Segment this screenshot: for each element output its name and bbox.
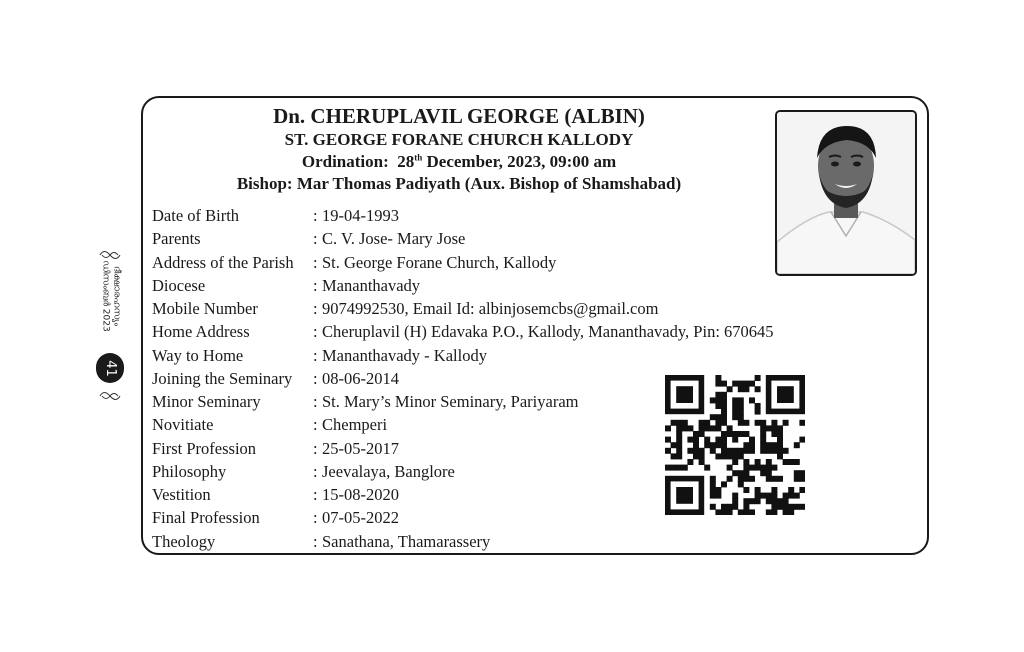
detail-label: Joining the Seminary bbox=[152, 368, 293, 388]
detail-separator: : bbox=[313, 322, 318, 342]
bishop-value: Mar Thomas Padiyath (Aux. Bishop of Shamshabad) bbox=[296, 174, 682, 193]
ordination-card bbox=[141, 96, 929, 555]
detail-separator: : bbox=[313, 229, 318, 249]
detail-label: Theology bbox=[152, 531, 216, 551]
detail-separator: : bbox=[313, 508, 318, 528]
detail-value: 25-05-2017 bbox=[322, 438, 399, 458]
detail-row bbox=[152, 227, 774, 250]
detail-value: 19-04-1993 bbox=[322, 206, 399, 226]
detail-separator: : bbox=[313, 531, 318, 551]
detail-separator: : bbox=[313, 461, 318, 481]
detail-value: Chemperi bbox=[322, 415, 388, 435]
bottom-ornament-icon bbox=[98, 387, 122, 405]
detail-separator: : bbox=[313, 252, 318, 272]
detail-label: Mobile Number bbox=[152, 299, 258, 319]
ordination-day-suffix: th bbox=[414, 152, 423, 163]
bishop-line bbox=[143, 175, 775, 192]
detail-row bbox=[152, 204, 774, 227]
ordination-datetime: December, 2023, 09:00 am bbox=[426, 152, 617, 171]
detail-separator: : bbox=[313, 275, 318, 295]
detail-separator: : bbox=[313, 299, 318, 319]
detail-row bbox=[152, 274, 774, 297]
page-number-badge bbox=[96, 353, 124, 383]
detail-label: First Profession bbox=[152, 438, 257, 458]
portrait-photo bbox=[775, 110, 917, 276]
magazine-name: ദീക്ഷാരഹസ്യം bbox=[111, 266, 122, 326]
page-number: 41 bbox=[102, 359, 118, 377]
detail-value: St. Mary’s Minor Seminary, Pariyaram bbox=[322, 392, 579, 412]
detail-row bbox=[152, 530, 774, 553]
detail-label: Minor Seminary bbox=[152, 392, 261, 412]
deacon-name: Dn. CHERUPLAVIL GEORGE (ALBIN) bbox=[273, 104, 645, 128]
detail-separator: : bbox=[313, 206, 318, 226]
detail-label: Vestition bbox=[152, 485, 211, 505]
detail-separator: : bbox=[313, 368, 318, 388]
detail-row bbox=[152, 251, 774, 274]
magazine-title bbox=[99, 260, 122, 331]
church-name: ST. GEORGE FORANE CHURCH KALLODY bbox=[284, 130, 634, 149]
detail-value: Mananthavady bbox=[322, 275, 421, 295]
ordination-line bbox=[143, 153, 775, 170]
ordination-label: Ordination: bbox=[301, 152, 389, 171]
detail-label: Final Profession bbox=[152, 508, 260, 528]
ordination-day: 28 bbox=[397, 152, 415, 171]
portrait-image bbox=[777, 112, 915, 274]
magazine-issue: ഡിസംബർ 2023 bbox=[100, 260, 110, 332]
detail-value: Jeevalaya, Banglore bbox=[322, 461, 455, 481]
detail-label: Home Address bbox=[152, 322, 250, 342]
detail-value: 9074992530, Email Id: albinjosemcbs@gmail.com bbox=[322, 299, 659, 319]
detail-label: Diocese bbox=[152, 275, 206, 295]
bishop-label: Bishop: bbox=[236, 174, 293, 193]
detail-separator: : bbox=[313, 485, 318, 505]
detail-row bbox=[152, 297, 774, 320]
detail-separator: : bbox=[313, 345, 318, 365]
detail-label: Address of the Parish bbox=[152, 252, 294, 272]
detail-value: 07-05-2022 bbox=[322, 508, 399, 528]
detail-value: 08-06-2014 bbox=[322, 368, 399, 388]
detail-label: Parents bbox=[152, 229, 201, 249]
detail-separator: : bbox=[313, 438, 318, 458]
side-margin bbox=[90, 246, 130, 411]
detail-row bbox=[152, 320, 774, 343]
detail-row bbox=[152, 344, 774, 367]
detail-value: C. V. Jose- Mary Jose bbox=[322, 229, 466, 249]
detail-value: Sanathana, Thamarassery bbox=[322, 531, 491, 551]
detail-separator: : bbox=[313, 392, 318, 412]
detail-label: Way to Home bbox=[152, 345, 244, 365]
detail-value: Cheruplavil (H) Edavaka P.O., Kallody, Mananthavady, Pin: 670645 bbox=[322, 322, 774, 342]
qr-code-graphic bbox=[665, 375, 805, 515]
detail-value: Mananthavady - Kallody bbox=[322, 345, 487, 365]
card-header bbox=[143, 106, 775, 192]
detail-label: Philosophy bbox=[152, 461, 227, 481]
detail-label: Novitiate bbox=[152, 415, 214, 435]
detail-value: St. George Forane Church, Kallody bbox=[322, 252, 557, 272]
detail-value: 15-08-2020 bbox=[322, 485, 399, 505]
detail-separator: : bbox=[313, 415, 318, 435]
detail-label: Date of Birth bbox=[152, 206, 240, 226]
qr-code bbox=[665, 375, 805, 515]
